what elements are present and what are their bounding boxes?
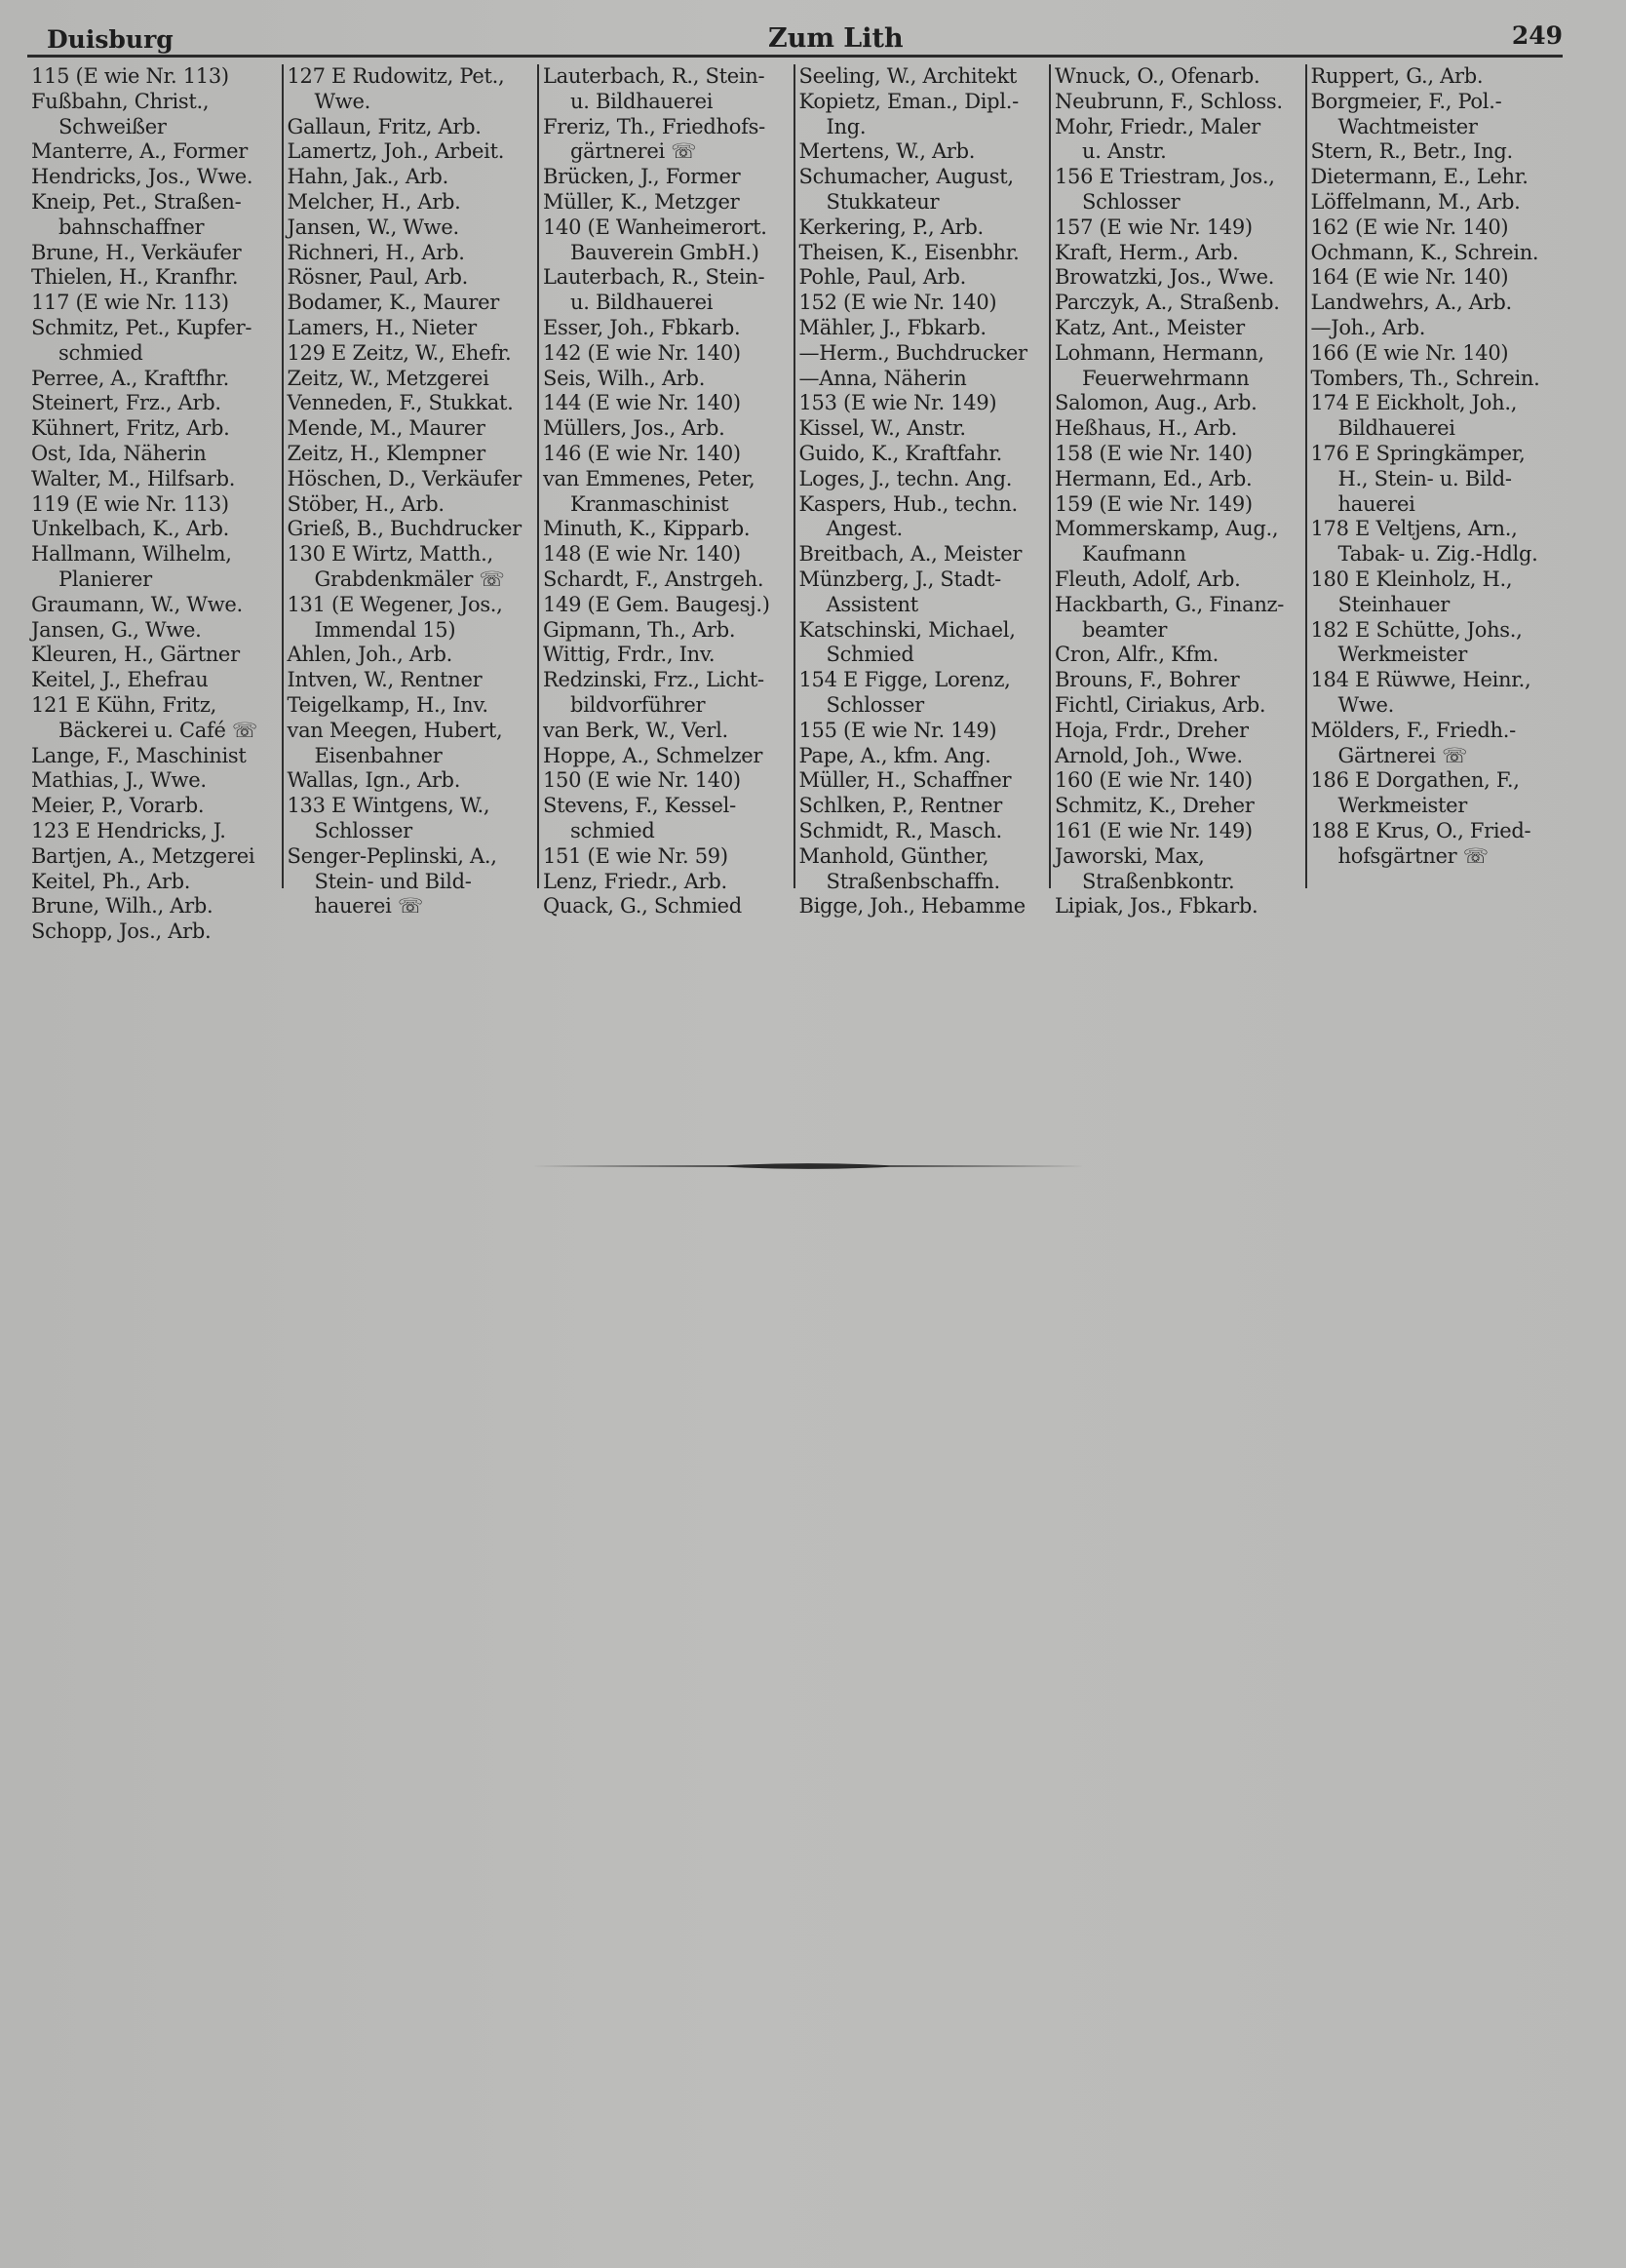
entry-continuation: bahnschaffner: [58, 215, 205, 239]
entry-continuation: Gärtnerei ☏: [1337, 743, 1468, 767]
entry-continuation: schmied: [58, 340, 143, 365]
directory-entry: Seis, Wilh., Arb.: [543, 366, 706, 390]
entry-continuation: Wachtmeister: [1337, 114, 1478, 138]
directory-entry: Pohle, Paul, Arb.: [798, 265, 966, 290]
directory-entry: Schumacher, August,: [798, 165, 1014, 189]
entry-continuation: Feuerwehrmann: [1082, 366, 1250, 390]
directory-entry: Schardt, F., Anstrgeh.: [543, 567, 764, 591]
directory-entry: Stevens, F., Kessel-: [543, 794, 736, 818]
directory-entry: Lamers, H., Nieter: [287, 315, 477, 339]
directory-entry: Lipiak, Jos., Fbkarb.: [1055, 894, 1258, 919]
directory-entry: 127 E Rudowitz, Pet.,: [287, 64, 505, 88]
directory-entry: Meier, P., Vorarb.: [31, 794, 205, 818]
directory-entry: Steinert, Frz., Arb.: [31, 391, 221, 415]
directory-entry: Brouns, F., Bohrer: [1055, 668, 1240, 692]
directory-entry: Bodamer, K., Maurer: [287, 291, 500, 315]
directory-entry: 188 E Krus, O., Fried-: [1310, 818, 1531, 842]
directory-entry: Richneri, H., Arb.: [287, 240, 465, 264]
directory-entry: Wallas, Ign., Arb.: [287, 768, 461, 793]
entry-continuation: Schweißer: [58, 114, 167, 138]
directory-entry: Stern, R., Betr., Ing.: [1310, 139, 1513, 164]
entry-continuation: Planierer: [58, 567, 152, 591]
directory-entry: 156 E Triestram, Jos.,: [1055, 165, 1275, 189]
address-columns: [27, 64, 1563, 944]
street-name: Zum Lith: [768, 23, 904, 54]
directory-entry: 154 E Figge, Lorenz,: [798, 668, 1011, 692]
directory-entry: 149 (E Gem. Baugesj.): [543, 592, 770, 616]
entry-continuation: Bildhauerei: [1337, 416, 1455, 441]
directory-entry: 131 (E Wegener, Jos.,: [287, 592, 503, 616]
directory-entry: Venneden, F., Stukkat.: [287, 391, 514, 415]
entry-continuation: Immendal 15): [314, 617, 456, 642]
entry-continuation: Werkmeister: [1337, 794, 1468, 818]
directory-entry: Schmitz, K., Dreher: [1055, 794, 1255, 818]
directory-entry: Lamertz, Joh., Arbeit.: [287, 139, 505, 164]
directory-entry: Salomon, Aug., Arb.: [1055, 391, 1258, 415]
directory-entry: Kraft, Herm., Arb.: [1055, 240, 1239, 264]
directory-entry: Quack, G., Schmied: [543, 894, 742, 919]
directory-entry: Mende, M., Maurer: [287, 416, 485, 441]
directory-entry: Lohmann, Hermann,: [1055, 340, 1264, 365]
directory-entry: 180 E Kleinholz, H.,: [1310, 567, 1513, 591]
directory-entry: Hoja, Frdr., Dreher: [1055, 718, 1249, 742]
directory-entry: Teigelkamp, H., Inv.: [287, 692, 488, 717]
directory-entry: 117 (E wie Nr. 113): [31, 291, 229, 315]
directory-entry: 174 E Eickholt, Joh.,: [1310, 391, 1518, 415]
directory-entry: 161 (E wie Nr. 149): [1055, 818, 1253, 842]
end-of-section-rule: [531, 1161, 1085, 1171]
directory-entry: Hendricks, Jos., Wwe.: [31, 165, 253, 189]
directory-entry: Keitel, J., Ehefrau: [31, 668, 209, 692]
directory-entry: Kissel, W., Anstr.: [798, 416, 966, 441]
directory-entry: 160 (E wie Nr. 140): [1055, 768, 1253, 793]
directory-entry: Fußbahn, Christ.,: [31, 89, 210, 113]
directory-entry: Lenz, Friedr., Arb.: [543, 869, 727, 893]
directory-entry: Katschinski, Michael,: [798, 617, 1016, 642]
directory-entry: Hermann, Ed., Arb.: [1055, 466, 1253, 490]
directory-entry: Stöber, H., Arb.: [287, 491, 445, 516]
entry-continuation: Schlosser: [1082, 189, 1181, 214]
directory-entry: Höschen, D., Verkäufer: [287, 466, 523, 490]
directory-entry: Münzberg, J., Stadt-: [798, 567, 1001, 591]
directory-entry: Arnold, Joh., Wwe.: [1055, 743, 1243, 767]
directory-entry: 130 E Wirtz, Matth.,: [287, 542, 493, 567]
directory-entry: 123 E Hendricks, J.: [31, 818, 226, 842]
directory-entry: 146 (E wie Nr. 140): [543, 441, 741, 465]
entry-continuation: beamter: [1082, 617, 1168, 642]
directory-entry: Jansen, G., Wwe.: [31, 617, 202, 642]
directory-entry: Ost, Ida, Näherin: [31, 441, 207, 465]
column-1: [27, 64, 284, 944]
entry-continuation: Schmied: [826, 643, 914, 667]
entry-continuation: u. Anstr.: [1082, 139, 1167, 164]
directory-entry: Katz, Ant., Meister: [1055, 315, 1245, 339]
directory-entry: Melcher, H., Arb.: [287, 189, 461, 214]
entry-continuation: Stein- und Bild-: [314, 869, 472, 893]
entry-continuation: u. Bildhauerei: [570, 89, 714, 113]
directory-entry: 140 (E Wanheimerort.: [543, 215, 767, 239]
directory-entry: Mertens, W., Arb.: [798, 139, 976, 164]
directory-entry: Ochmann, K., Schrein.: [1310, 240, 1539, 264]
directory-entry: Kaspers, Hub., techn.: [798, 491, 1018, 516]
directory-entry: Unkelbach, K., Arb.: [31, 517, 230, 541]
directory-entry: Manterre, A., Former: [31, 139, 248, 164]
directory-entry: 182 E Schütte, Johs.,: [1310, 617, 1523, 642]
entry-continuation: Angest.: [826, 517, 903, 541]
directory-entry: van Emmenes, Peter,: [543, 466, 755, 490]
directory-entry: Bartjen, A., Metzgerei: [31, 843, 255, 868]
directory-entry: Kleuren, H., Gärtner: [31, 643, 240, 667]
directory-entry: Wnuck, O., Ofenarb.: [1055, 64, 1260, 88]
directory-entry: 158 (E wie Nr. 140): [1055, 441, 1253, 465]
directory-entry: 157 (E wie Nr. 149): [1055, 215, 1253, 239]
directory-entry: Gallaun, Fritz, Arb.: [287, 114, 482, 138]
column-6: [1307, 64, 1564, 888]
directory-entry: Hallmann, Wilhelm,: [31, 542, 232, 567]
directory-entry: 184 E Rüwwe, Heinr.,: [1310, 668, 1531, 692]
entry-continuation: Kranmaschinist: [570, 491, 729, 516]
directory-entry: —Anna, Näherin: [798, 366, 967, 390]
directory-entry: 155 (E wie Nr. 149): [798, 718, 997, 742]
directory-entry: Lange, F., Maschinist: [31, 743, 247, 767]
directory-entry: Freriz, Th., Friedhofs-: [543, 114, 765, 138]
directory-entry: Schopp, Jos., Arb.: [31, 919, 212, 944]
directory-entry: Heßhaus, H., Arb.: [1055, 416, 1238, 441]
entry-continuation: Schlosser: [826, 692, 924, 717]
directory-entry: Perree, A., Kraftfhr.: [31, 366, 229, 390]
directory-entry: 144 (E wie Nr. 140): [543, 391, 741, 415]
entry-continuation: H., Stein- u. Bild-: [1337, 466, 1512, 490]
entry-continuation: Eisenbahner: [314, 743, 443, 767]
entry-continuation: hofsgärtner ☏: [1337, 843, 1489, 868]
directory-entry: Rösner, Paul, Arb.: [287, 265, 468, 290]
directory-entry: 150 (E wie Nr. 140): [543, 768, 741, 793]
entry-continuation: Werkmeister: [1337, 643, 1468, 667]
entry-continuation: gärtnerei ☏: [570, 139, 697, 164]
column-5: [1051, 64, 1307, 919]
directory-entry: Schmidt, R., Masch.: [798, 818, 1002, 842]
directory-entry: 151 (E wie Nr. 59): [543, 843, 728, 868]
directory-entry: Walter, M., Hilfsarb.: [31, 466, 236, 490]
entry-continuation: Stukkateur: [826, 189, 940, 214]
entry-continuation: Wwe.: [314, 89, 370, 113]
directory-entry: 159 (E wie Nr. 149): [1055, 491, 1253, 516]
entry-continuation: Bauverein GmbH.): [570, 240, 759, 264]
entry-continuation: Straßenbschaffn.: [826, 869, 1000, 893]
directory-entry: Graumann, W., Wwe.: [31, 592, 243, 616]
directory-entry: —Joh., Arb.: [1310, 315, 1426, 339]
directory-entry: Grieß, B., Buchdrucker: [287, 517, 522, 541]
directory-entry: Breitbach, A., Meister: [798, 542, 1023, 567]
directory-entry: Hahn, Jak., Arb.: [287, 165, 448, 189]
entry-continuation: Bäckerei u. Café ☏: [58, 718, 257, 742]
column-4: [795, 64, 1052, 919]
column-3: [539, 64, 795, 919]
directory-entry: 115 (E wie Nr. 113): [31, 64, 229, 88]
directory-entry: Müller, H., Schaffner: [798, 768, 1012, 793]
directory-entry: Löffelmann, M., Arb.: [1310, 189, 1521, 214]
entry-continuation: Tabak- u. Zig.-Hdlg.: [1337, 542, 1538, 567]
directory-entry: Guido, K., Kraftfahr.: [798, 441, 1003, 465]
directory-entry: Redzinski, Frz., Licht-: [543, 668, 764, 692]
entry-continuation: Kaufmann: [1082, 542, 1186, 567]
entry-continuation: Steinhauer: [1337, 592, 1451, 616]
directory-entry: Zeitz, H., Klempner: [287, 441, 485, 465]
directory-entry: 148 (E wie Nr. 140): [543, 542, 741, 567]
directory-entry: Wittig, Frdr., Inv.: [543, 643, 716, 667]
directory-entry: Loges, J., techn. Ang.: [798, 466, 1013, 490]
directory-entry: Landwehrs, A., Arb.: [1310, 291, 1512, 315]
directory-entry: Kühnert, Fritz, Arb.: [31, 416, 230, 441]
entry-continuation: Grabdenkmäler ☏: [314, 567, 505, 591]
directory-entry: Bigge, Joh., Hebamme: [798, 894, 1026, 919]
directory-entry: Müllers, Jos., Arb.: [543, 416, 725, 441]
directory-entry: Dietermann, E., Lehr.: [1310, 165, 1529, 189]
directory-entry: Gipmann, Th., Arb.: [543, 617, 736, 642]
directory-entry: Jaworski, Max,: [1055, 843, 1205, 868]
directory-entry: Pape, A., kfm. Ang.: [798, 743, 991, 767]
directory-entry: Thielen, H., Kranfhr.: [31, 265, 239, 290]
directory-entry: Kneip, Pet., Straßen-: [31, 189, 242, 214]
entry-continuation: schmied: [570, 818, 655, 842]
entry-continuation: Wwe.: [1337, 692, 1394, 717]
directory-entry: 142 (E wie Nr. 140): [543, 340, 741, 365]
directory-entry: Manhold, Günther,: [798, 843, 989, 868]
city-name: Duisburg: [47, 25, 174, 54]
directory-entry: Cron, Alfr., Kfm.: [1055, 643, 1219, 667]
directory-entry: 152 (E wie Nr. 140): [798, 291, 997, 315]
directory-entry: 164 (E wie Nr. 140): [1310, 265, 1509, 290]
entry-continuation: Schlosser: [314, 818, 412, 842]
directory-entry: Müller, K., Metzger: [543, 189, 740, 214]
directory-entry: Seeling, W., Architekt: [798, 64, 1018, 88]
directory-entry: 121 E Kühn, Fritz,: [31, 692, 217, 717]
entry-continuation: Straßenbkontr.: [1082, 869, 1235, 893]
directory-entry: Hackbarth, G., Finanz-: [1055, 592, 1285, 616]
directory-entry: Tombers, Th., Schrein.: [1310, 366, 1540, 390]
directory-entry: 166 (E wie Nr. 140): [1310, 340, 1509, 365]
directory-entry: Ruppert, G., Arb.: [1310, 64, 1484, 88]
directory-entry: Hoppe, A., Schmelzer: [543, 743, 763, 767]
entry-continuation: hauerei: [1337, 491, 1415, 516]
directory-entry: Parczyk, A., Straßenb.: [1055, 291, 1280, 315]
directory-entry: Senger-Peplinski, A.,: [287, 843, 497, 868]
directory-entry: Zeitz, W., Metzgerei: [287, 366, 489, 390]
directory-entry: Mathias, J., Wwe.: [31, 768, 207, 793]
directory-entry: —Herm., Buchdrucker: [798, 340, 1027, 365]
page-header: [27, 21, 1563, 58]
directory-entry: Brücken, J., Former: [543, 165, 741, 189]
directory-entry: 129 E Zeitz, W., Ehefr.: [287, 340, 512, 365]
column-2: [284, 64, 540, 919]
directory-entry: 153 (E wie Nr. 149): [798, 391, 997, 415]
directory-entry: 186 E Dorgathen, F.,: [1310, 768, 1520, 793]
directory-entry: Theisen, K., Eisenbhr.: [798, 240, 1020, 264]
entry-continuation: Ing.: [826, 114, 867, 138]
directory-entry: Lauterbach, R., Stein-: [543, 265, 765, 290]
directory-entry: Kerkering, P., Arb.: [798, 215, 984, 239]
directory-entry: Mölders, F., Friedh.-: [1310, 718, 1516, 742]
directory-entry: Keitel, Ph., Arb.: [31, 869, 191, 893]
directory-entry: Borgmeier, F., Pol.-: [1310, 89, 1502, 113]
directory-entry: Mohr, Friedr., Maler: [1055, 114, 1260, 138]
directory-entry: Schmitz, Pet., Kupfer-: [31, 315, 252, 339]
directory-entry: Jansen, W., Wwe.: [287, 215, 459, 239]
directory-entry: Fleuth, Adolf, Arb.: [1055, 567, 1241, 591]
directory-entry: Esser, Joh., Fbkarb.: [543, 315, 741, 339]
directory-entry: 162 (E wie Nr. 140): [1310, 215, 1509, 239]
directory-entry: Brune, Wilh., Arb.: [31, 894, 213, 919]
entry-continuation: bildvorführer: [570, 692, 706, 717]
directory-entry: Brune, H., Verkäufer: [31, 240, 242, 264]
directory-entry: Schlken, P., Rentner: [798, 794, 1003, 818]
directory-entry: Mommerskamp, Aug.,: [1055, 517, 1279, 541]
directory-entry: van Berk, W., Verl.: [543, 718, 728, 742]
directory-entry: Ahlen, Joh., Arb.: [287, 643, 453, 667]
directory-entry: Lauterbach, R., Stein-: [543, 64, 765, 88]
directory-entry: van Meegen, Hubert,: [287, 718, 503, 742]
directory-entry: Browatzki, Jos., Wwe.: [1055, 265, 1275, 290]
directory-entry: 119 (E wie Nr. 113): [31, 491, 229, 516]
directory-entry: Intven, W., Rentner: [287, 668, 483, 692]
page-number: 249: [1511, 21, 1563, 50]
directory-entry: Neubrunn, F., Schloss.: [1055, 89, 1283, 113]
entry-continuation: Assistent: [826, 592, 918, 616]
entry-continuation: u. Bildhauerei: [570, 291, 714, 315]
entry-continuation: hauerei ☏: [314, 894, 423, 919]
directory-entry: 178 E Veltjens, Arn.,: [1310, 517, 1518, 541]
directory-entry: Mähler, J., Fbkarb.: [798, 315, 987, 339]
directory-entry: Fichtl, Ciriakus, Arb.: [1055, 692, 1266, 717]
directory-entry: Kopietz, Eman., Dipl.-: [798, 89, 1019, 113]
directory-entry: Minuth, K., Kipparb.: [543, 517, 751, 541]
directory-entry: 176 E Springkämper,: [1310, 441, 1526, 465]
directory-entry: 133 E Wintgens, W.,: [287, 794, 490, 818]
